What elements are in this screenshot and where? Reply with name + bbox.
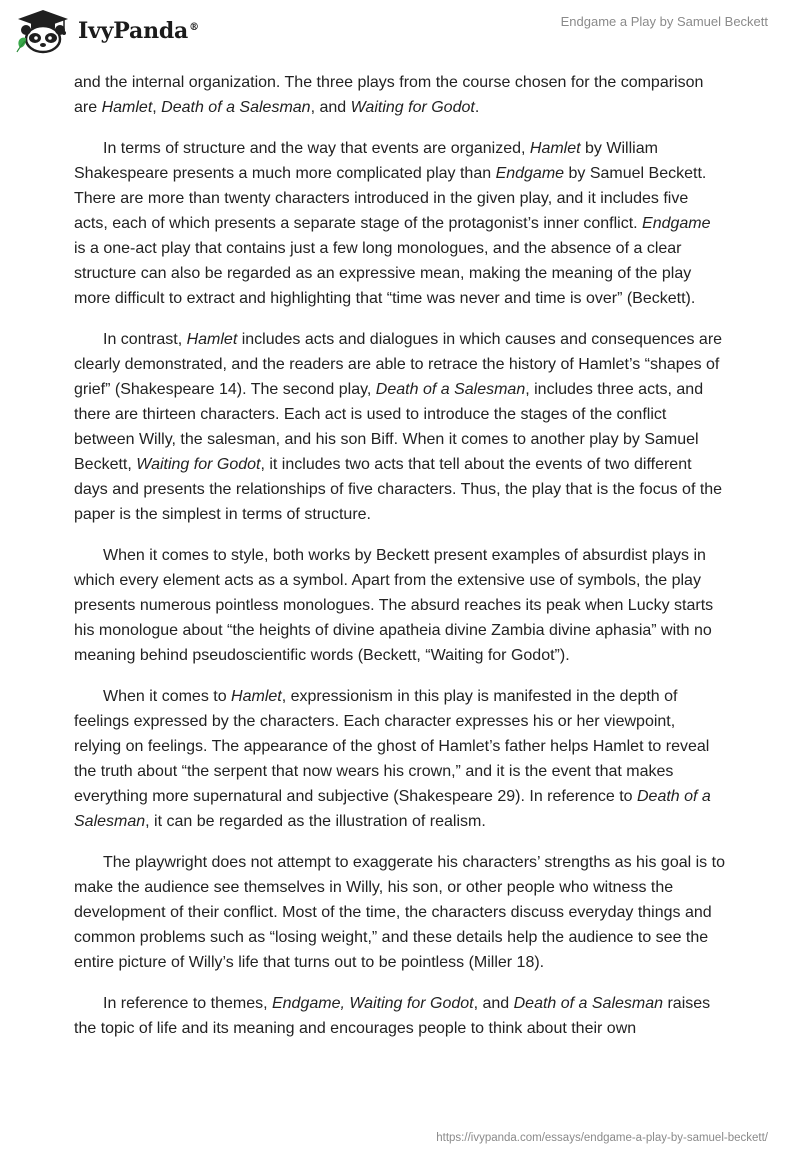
- text-run: When it comes to style, both works by Beckett present examples of absurdist plays in which every element acts as a symbol. Apart from the extensive use of symbols, the play presents numerous pointless monologues. The absurd reaches its peak when Lucky starts his monologue about “the heights of divine apatheia divine Zambia divine aphasia” with no meaning behind pseudoscientific words (Beckett, “Waiting for Godot”).: [74, 547, 714, 664]
- essay-body: [74, 70, 726, 1057]
- text-run: , and: [310, 99, 351, 116]
- essay-paragraph: [74, 327, 726, 527]
- text-run: In terms of structure and the way that events are organized,: [103, 140, 530, 157]
- text-run: , and: [473, 995, 514, 1012]
- text-run: by Samuel Beckett. There are more than twenty characters introduced in the given play, and it includes five acts, each of which presents a separate stage of the protagonist’s inner conflict.: [74, 165, 707, 232]
- italic-title: Endgame: [495, 165, 565, 182]
- text-run: .: [474, 99, 480, 116]
- text-run: , it can be regarded as the illustration of realism.: [145, 813, 486, 830]
- text-run: , expressionism in this play is manifested in the depth of feelings expressed by the characters. Each character expresses his or her viewpoint, relying on feelings. The appearance of the ghost of Hamlet’s father helps Hamlet to reveal the truth about “the serpent that now wears his crown,” and it is the event that makes everything more supernatural and subjective (Shakespeare 29). In reference to: [74, 688, 710, 805]
- text-run: raises the topic of life and its meaning and encourages people to think about their own: [74, 995, 711, 1037]
- text-run: When it comes to: [103, 688, 232, 705]
- essay-paragraph: [74, 684, 726, 834]
- logo-wordmark: IvyPanda®: [78, 18, 199, 44]
- text-run: In contrast,: [103, 331, 187, 348]
- italic-title: Hamlet: [101, 99, 153, 116]
- text-run: , includes three acts, and there are thirteen characters. Each act is used to introduce the stages of the conflict between Willy, the salesman, and his son Biff. When it comes to another play by Samuel Beckett,: [74, 381, 704, 473]
- italic-title: Waiting for Godot: [136, 456, 261, 473]
- essay-paragraph: [74, 991, 726, 1041]
- italic-title: Death of a Salesman: [74, 788, 711, 830]
- source-url[interactable]: https://ivypanda.com/essays/endgame-a-play-by-samuel-beckett/: [436, 1132, 768, 1144]
- italic-title: Death of a Salesman: [161, 99, 311, 116]
- italic-title: Hamlet: [186, 331, 238, 348]
- text-run: is a one-act play that contains just a few long monologues, and the absence of a clear structure can also be regarded as an expressive mean, making the meaning of the play more difficult to extract and highlighting that “time was never and time is over” (Beckett).: [74, 240, 696, 307]
- text-run: includes acts and dialogues in which causes and consequences are clearly demonstrated, and the readers are able to retrace the history of Hamlet’s “shapes of grief” (Shakespeare 14). The second play,: [74, 331, 723, 398]
- text-run: , it includes two acts that tell about the events of two different days and presents the relationships of five characters. Thus, the play that is the focus of the paper is the simplest in terms of structure.: [74, 456, 723, 523]
- text-run: by William Shakespeare presents a much more complicated play than: [74, 140, 658, 182]
- italic-title: Death of a Salesman: [513, 995, 664, 1012]
- italic-title: Death of a Salesman: [375, 381, 526, 398]
- text-run: The playwright does not attempt to exaggerate his characters’ strengths as his goal is to make the audience see themselves in Willy, his son, or other people who witness the development of their conflict. Most of the time, the characters discuss everyday things and common problems such as “losing weight,” and these details help the audience to see the entire picture of Willy’s life that turns out to be pointless (Miller 18).: [74, 854, 725, 971]
- page-header: [0, 0, 800, 64]
- italic-title: Endgame: [642, 215, 711, 232]
- italic-title: Endgame, Waiting for Godot: [271, 995, 474, 1012]
- text-run: and the internal organization. The three plays from the course chosen for the comparison are: [74, 74, 704, 116]
- text-run: In reference to themes,: [103, 995, 272, 1012]
- essay-paragraph: [74, 70, 726, 120]
- italic-title: Waiting for Godot: [350, 99, 475, 116]
- italic-title: Hamlet: [231, 688, 282, 705]
- document-title: Endgame a Play by Samuel Beckett: [560, 14, 768, 29]
- italic-title: Hamlet: [529, 140, 581, 157]
- text-run: ,: [152, 99, 162, 116]
- essay-paragraph: [74, 543, 726, 668]
- essay-paragraph: [74, 136, 726, 311]
- ivypanda-logo[interactable]: [14, 8, 199, 54]
- panda-icon: [14, 8, 72, 54]
- essay-paragraph: [74, 850, 726, 975]
